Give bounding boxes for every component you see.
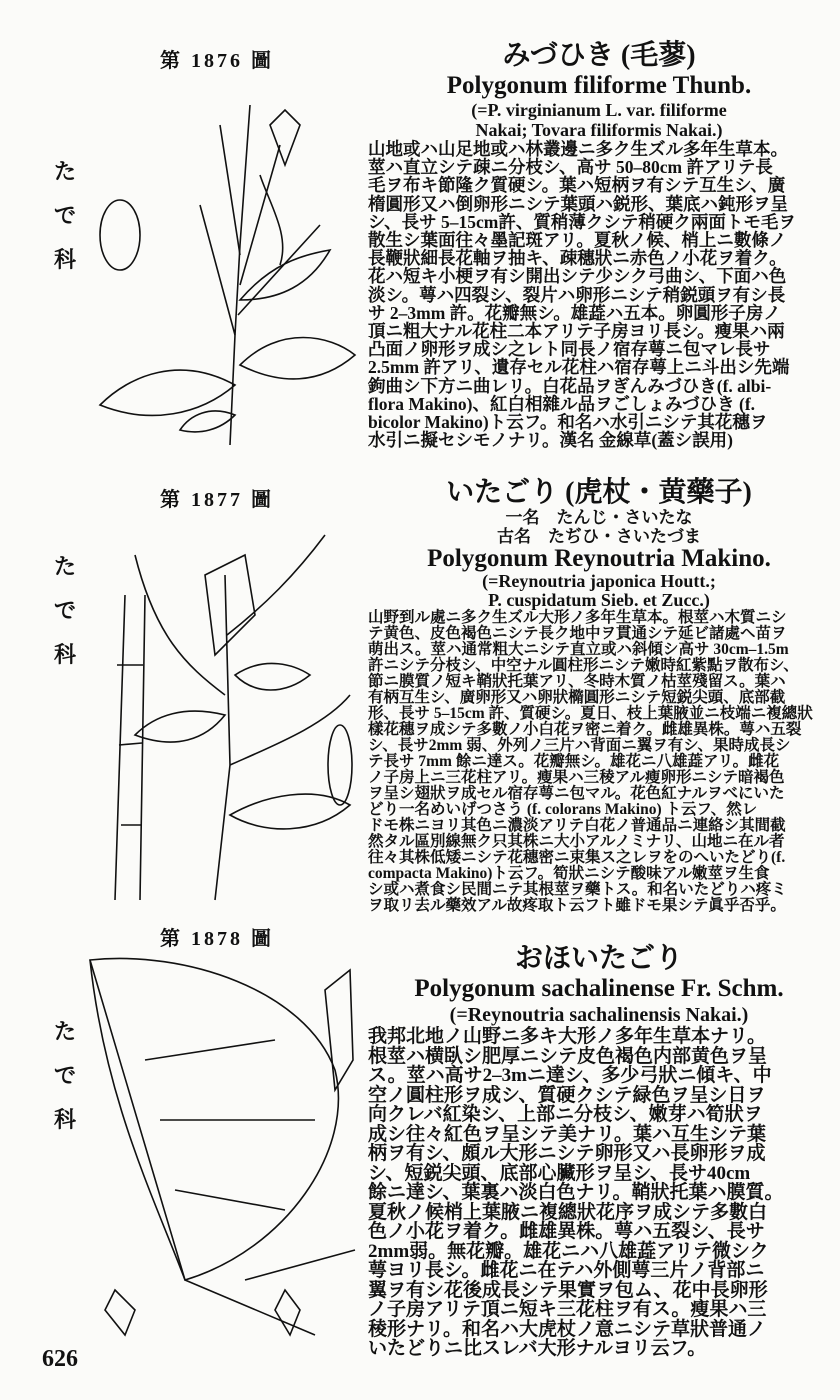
- text-line: 往々其株低矮ニシテ花穗密ニ束集ス之レヲをのへいたどり(f.: [368, 849, 786, 866]
- family-label: [52, 150, 78, 282]
- text-line: ノ子房アリテ頂ニ短キ三花柱ヲ有ス。瘦果ハ三: [368, 1299, 767, 1320]
- text-line: 水引ニ擬セシモノナリ。漢名 金線草(蓋シ誤用): [368, 430, 733, 451]
- text-line: flora Makino)、紅白相雜ル品ヲごしょみづひき (f.: [368, 393, 756, 414]
- synonym-line: (=P. virginianum L. var. filiforme: [471, 100, 727, 120]
- text-line: 萼ヨリ長シ。雌花ニ在テハ外側萼三片ノ背部ニ: [368, 1260, 765, 1281]
- description: [368, 610, 830, 914]
- family-label-text: た で 科: [53, 159, 76, 272]
- text-line: 許ニシテ分枝シ、中空ナル圓柱形ニシテ嫩時紅紫點ヲ散布シ、: [368, 657, 799, 674]
- text-line: 根莖ハ横臥シ肥厚ニシテ皮色褐色内部黄色ヲ呈: [368, 1045, 768, 1067]
- text-line: ヲ取リ去ル藥效アル故疼取ト云フト雖ドモ果シテ眞乎否乎。: [368, 897, 786, 914]
- family-label: [52, 545, 78, 677]
- figure-label: 第 1877 圖: [160, 489, 274, 511]
- text-line: シ、長サ 5–15cm許、質稍薄クシテ稍硬ク兩面トモ毛ヲ: [368, 211, 796, 232]
- text-line: 向クレバ紅染シ、上部ニ分枝シ、嫩芽ハ筍狀ヲ: [368, 1104, 763, 1125]
- text-line: 形、長サ 5–15cm 許、質硬シ。夏日、枝上葉腋並ニ枝端ニ複總狀: [368, 705, 813, 722]
- text-line: 花ハ短キ小梗ヲ有シ開出シテ少シク弓曲シ、下面ハ色: [368, 266, 787, 287]
- description: [368, 1027, 830, 1359]
- text-line: ドモ株ニヨリ其色ニ濃淡アリテ白花ノ普通品ニ連絡シ其間截: [368, 817, 786, 834]
- text-line: どり一名めいげつさう (f. colorans Makino) ト云フ、然レ: [368, 801, 758, 818]
- text-line: 長鞭狀細長花軸ヲ抽キ、疎穗狀ニ赤色ノ小花ヲ着ク。: [368, 248, 787, 269]
- family-label-text: た で 科: [53, 554, 76, 667]
- latin-name: Polygonum sachalinense Fr. Schm.: [414, 975, 784, 1002]
- illustration-ohoitadori: [85, 950, 360, 1340]
- text-line: 色ノ小花ヲ着ク。雌雄異株。萼ハ五裂シ、長サ: [368, 1221, 765, 1242]
- species-title: いたごり (虎杖・黄藥子): [446, 477, 752, 508]
- text-line: 樣花穗ヲ成シテ多數ノ小白花ヲ密ニ着ク。雌雄異株。萼ハ五裂: [368, 721, 802, 738]
- text-line: 2mm弱。無花瓣。雄花ニハ八雄蕋アリテ微シク: [368, 1240, 769, 1262]
- text-line: 毛ヲ布キ節隆ク質硬シ。葉ハ短柄ヲ有シテ互生シ、廣: [368, 175, 786, 196]
- text-line: 2.5mm 許アリ、遺存セル花柱ハ宿存萼上ニ斗出シ先端: [368, 357, 790, 378]
- text-line: 萌出ス。莖ハ通常粗大ニシテ直立或ハ斜傾シ高サ 30cm–1.5m: [368, 641, 789, 658]
- text-line: 鉤曲シ下方ニ曲レリ。白花品ヲぎんみづひき(f. albi-: [368, 375, 772, 396]
- text-line: 夏秋ノ候梢上葉腋ニ複總狀花序ヲ成シテ多數白: [368, 1201, 768, 1223]
- alt-name: 古名 たぢひ・さいたづま: [497, 527, 701, 546]
- text-line: 散生シ葉面往々墨記斑アリ。夏秋ノ候、梢上ニ數條ノ: [368, 230, 787, 251]
- text-line: 稜形ナリ。和名ハ大虎杖ノ意ニシテ草狀普通ノ: [368, 1318, 767, 1340]
- latin-name: Polygonum filiforme Thunb.: [446, 72, 752, 99]
- synonym-line: Nakai; Tovara filiformis Nakai.): [475, 120, 723, 140]
- entry-1876: [368, 40, 830, 449]
- text-line: 楕圓形又ハ倒卵形ニシテ葉頭ハ鋭形、葉底ハ鈍形ヲ呈: [368, 193, 788, 214]
- text-line: 柄ヲ有シ、頗ル大形ニシテ卵形又ハ長卵形ヲ成: [368, 1143, 766, 1164]
- text-line: シ、長サ2mm 弱、外列ノ三片ハ背面ニ翼ヲ有シ、果時成長シ: [368, 737, 791, 754]
- illustration-itadori: [95, 515, 360, 905]
- page-number: 626: [42, 1346, 78, 1372]
- text-line: 成シ往々紅色ヲ呈シテ美ナリ。葉ハ互生シテ葉: [368, 1123, 767, 1145]
- text-line: 節ニ膜質ノ短キ鞘狀托葉アリ、冬時木質ノ枯莖殘留ス。葉ハ: [368, 673, 786, 690]
- description: [368, 140, 830, 449]
- entry-1877: [368, 478, 830, 914]
- text-line: 山地或ハ山足地或ハ林叢邊ニ多ク生ズル多年生草本。: [368, 139, 788, 159]
- synonym-line: (=Reynoutria japonica Houtt.;: [482, 571, 716, 591]
- synonym-line: P. cuspidatum Sieb. et Zucc.): [488, 590, 710, 610]
- text-line: シ、短鋭尖頭、底部心臟形ヲ呈シ、長サ40cm: [368, 1162, 751, 1184]
- entry-1878: [368, 943, 830, 1359]
- text-line: 我邦北地ノ山野ニ多キ大形ノ多年生草本ナリ。: [368, 1026, 767, 1047]
- family-label: [52, 1010, 78, 1142]
- text-line: 餘ニ達シ、葉裏ハ淡白色ナリ。鞘狀托葉ハ膜質。: [368, 1182, 784, 1203]
- text-line: ス。莖ハ高サ2–3mニ達シ、多少弓狀ニ傾キ、中: [368, 1065, 772, 1086]
- text-line: いたどりニ比スレバ大形ナルヨリ云フ。: [368, 1338, 707, 1359]
- text-line: bicolor Makino)ト云フ。和名ハ水引ニシテ其花穗ヲ: [368, 412, 768, 433]
- latin-name: Polygonum Reynoutria Makino.: [427, 545, 771, 572]
- text-line: ヲ呈シ翅狀ヲ成セル宿存萼ニ包マル。花色紅ナルヲべにいた: [368, 785, 785, 802]
- text-line: シ或ハ煮食シ民間ニテ其根莖ヲ藥トス。和名いたどりハ疼ミ: [368, 881, 787, 898]
- illustration-mizuhiki: [90, 85, 360, 455]
- figure-label: 第 1876 圖: [160, 50, 274, 72]
- text-line: サ 2–3mm 許。花瓣無シ。雄蕋ハ五本。卵圓形子房ノ: [368, 302, 781, 323]
- text-line: 凸面ノ卵形ヲ成シ之レト同長ノ宿存萼ニ包マレ長サ: [368, 339, 771, 360]
- text-line: 頂ニ粗大ナル花柱二本アリテ子房ヨリ長シ。瘦果ハ兩: [368, 321, 785, 342]
- text-line: ノ子房上ニ三花柱アリ。瘦果ハ三稜アル瘦卵形ニシテ暗褐色: [368, 769, 785, 786]
- species-title: みづひき (毛蓼): [502, 40, 696, 71]
- text-line: 空ノ圓柱形ヲ成シ、質硬クシテ緑色ヲ呈シ日ヲ: [368, 1084, 766, 1106]
- text-line: テ黄色、皮色褐色ニシテ長ク地中ヲ貫通シテ延ビ諸處ヘ苗ヲ: [368, 625, 787, 642]
- text-line: 然タル區別線無ク只其株ニ大小アルノミナリ、山地ニ在ル者: [368, 833, 785, 850]
- text-line: 翼ヲ有シ花後成長シテ果實ヲ包ム、花中長卵形: [368, 1279, 768, 1301]
- species-title: おほいたごり: [514, 943, 683, 974]
- text-line: 山野到ル處ニ多ク生ズル大形ノ多年生草本。根莖ハ木質ニシ: [368, 609, 787, 626]
- synonym-line: (=Reynoutria sachalinensis Nakai.): [449, 1004, 749, 1026]
- alt-name: 一名 たんじ・さいたな: [505, 508, 693, 527]
- figure-label: 第 1878 圖: [160, 928, 274, 950]
- text-line: compacta Makino)ト云フ。筍狀ニシテ酸味アル嫩莖ヲ生食: [368, 865, 770, 882]
- family-label-text: た で 科: [53, 1019, 76, 1132]
- text-line: 有柄互生シ、廣卵形又ハ卵狀橢圓形ニシテ短鋭尖頭、底部截: [368, 689, 786, 706]
- text-line: 莖ハ直立シテ疎ニ分枝シ、高サ 50–80cm 許アリテ長: [368, 157, 773, 178]
- text-line: テ長サ 7mm 餘ニ達ス。花瓣無シ。雄花ニ八雄蕋アリ。雌花: [368, 753, 780, 770]
- text-line: 淡シ。萼ハ四裂シ、裂片ハ卵形ニシテ稍鋭頭ヲ有シ長: [368, 284, 786, 305]
